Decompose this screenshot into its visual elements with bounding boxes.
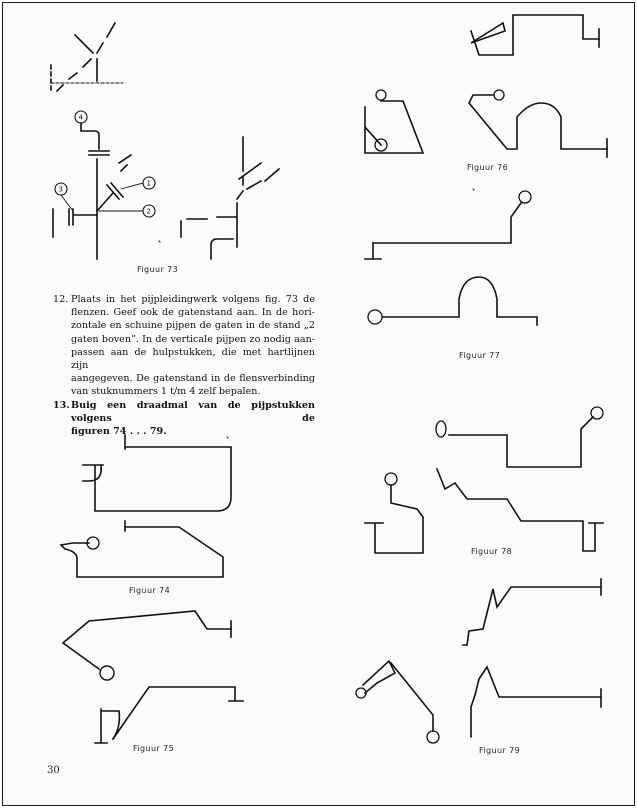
caption-figuur-77: Figuur 77 [459, 351, 501, 360]
figure-77-drawing [365, 191, 537, 325]
callout-3-label: 3 [58, 185, 63, 194]
caption-figuur-74: Figuur 74 [129, 586, 171, 595]
callout-1 [143, 177, 155, 189]
exercise-text [53, 293, 315, 438]
exercise-line: van stuknummers 1 t/m 4 zelf bepalen. [71, 386, 261, 398]
caption-figuur-75: Figuur 75 [133, 744, 175, 753]
callout-4-label: 4 [78, 113, 83, 122]
caption-figuur-73: Figuur 73 [137, 265, 179, 274]
exercise-line: passen aan de hulpstukken, die met hartlijnen zijn [71, 346, 315, 372]
figure-75-drawing [63, 611, 243, 743]
exercise-line: zontale en schuine pijpen de gaten in de stand „2 [71, 320, 315, 332]
caption-figuur-79: Figuur 79 [479, 746, 521, 755]
callout-4 [75, 111, 87, 123]
figure-73-drawing [51, 23, 279, 259]
exercise-line: flenzen. Geef ook de gatenstand aan. In de hori- [71, 307, 315, 319]
figure-79-drawing [356, 579, 601, 743]
exercise-line: aangegeven. De gatenstand in de flensverbinding [71, 373, 315, 385]
exercise-line: figuren 74 . . . 79. [71, 426, 167, 438]
exercise-number: 13. [53, 399, 70, 411]
book-page [2, 2, 635, 806]
exercise-number: 12. [53, 294, 69, 305]
caption-figuur-76: Figuur 76 [467, 163, 509, 172]
figure-76-drawing [365, 15, 607, 157]
figure-74-drawing [61, 435, 231, 577]
caption-figuur-78: Figuur 78 [471, 547, 513, 556]
callout-1-label: 1 [146, 179, 151, 188]
figure-78-drawing [365, 407, 603, 553]
exercise-12 [53, 293, 315, 399]
exercise-line: Plaats in het pijpleidingwerk volgens fig. 73 de [71, 294, 315, 305]
callout-2-label: 2 [146, 207, 151, 216]
exercise-line: Buig een draadmal van de pijpstukken volgens de [71, 399, 315, 424]
callout-2 [143, 205, 155, 217]
exercise-line: gaten boven”. In de verticale pijpen zo nodig aan- [71, 333, 315, 345]
page-number: 30 [47, 765, 60, 776]
callout-3 [55, 183, 67, 195]
exercise-13 [53, 399, 315, 439]
